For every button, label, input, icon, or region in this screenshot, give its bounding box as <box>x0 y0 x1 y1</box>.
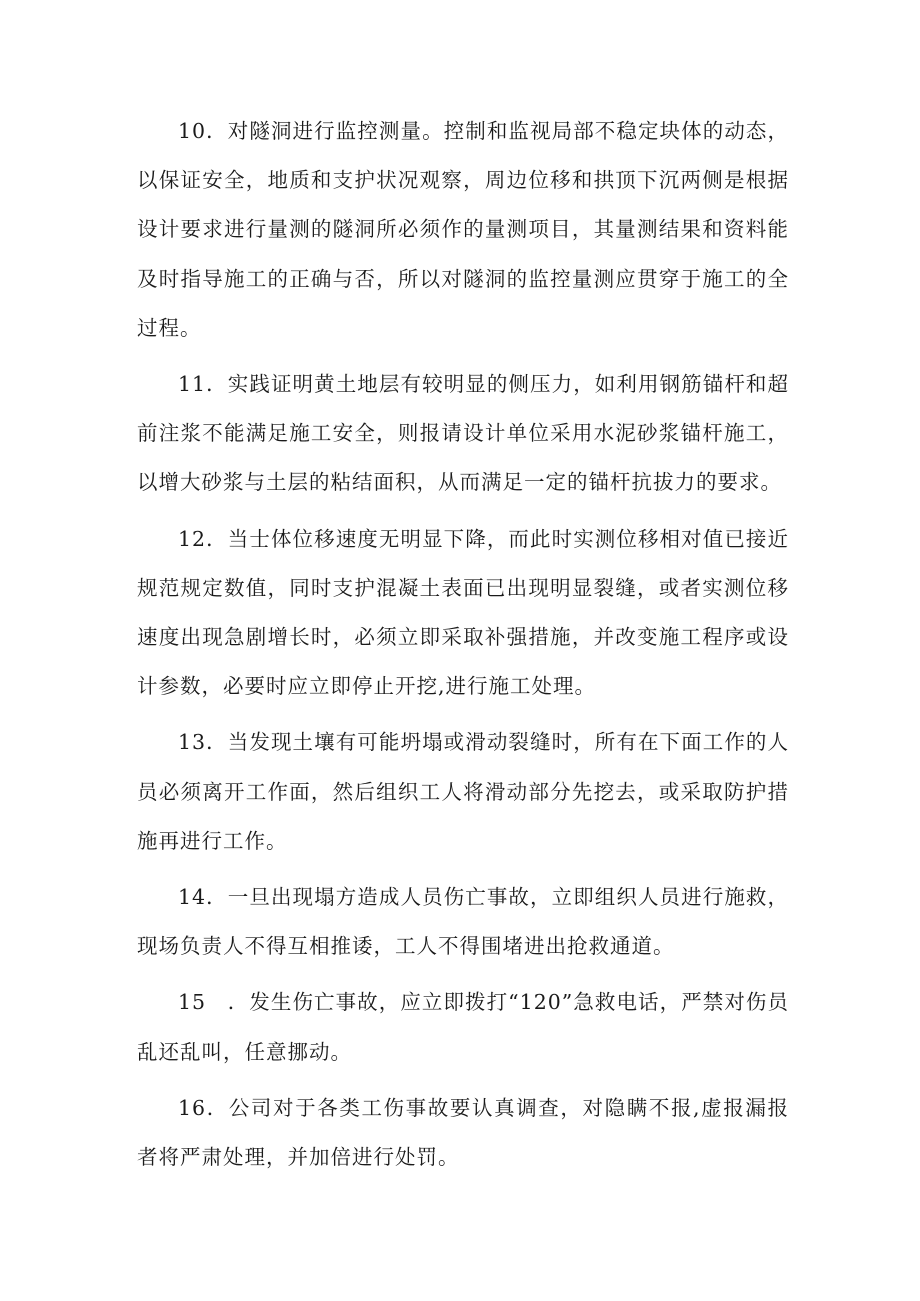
paragraph-number: 16 <box>178 1095 207 1120</box>
paragraph-12 <box>137 515 789 712</box>
paragraph-number: 10 <box>178 119 207 143</box>
paragraph-13 <box>137 718 789 866</box>
paragraph-text: ．当发现土壤有可能坍塌或滑动裂缝时，所有在下面工作的人员必须离开工作面，然后组织工人将滑动部分先挖去，或采取防护措施再进行工作。 <box>137 730 789 853</box>
paragraph-number: 15 <box>178 990 207 1015</box>
paragraph-10 <box>137 107 789 353</box>
paragraph-16 <box>137 1084 789 1182</box>
paragraph-number: 12 <box>178 526 207 551</box>
paragraph-number: 14 <box>178 885 207 910</box>
paragraph-text: ．一旦出现塌方造成人员伤亡事故，立即组织人员进行施救，现场负责人不得互相推诿，工人不得围堵进出抢救通道。 <box>137 885 789 959</box>
document-body <box>137 107 789 1189</box>
paragraph-text: ．对隧洞进行监控测量。控制和监视局部不稳定块体的动态，以保证安全，地质和支护状况观察，周边位移和拱顶下沉两侧是根据设计要求进行量测的隧洞所必须作的量测项目，其量测结果和资料能及时指导施工的正确与否，所以对隧洞的监控量测应贯穿于施工的全过程。 <box>137 119 789 340</box>
paragraph-text: ．当士体位移速度无明显下降，而此时实测位移相对值已接近规范规定数值，同时支护混凝土表面已出现明显裂缝，或者实测位移速度出现急剧增长时，必须立即采取补强措施，并改变施工程序或设计参数，必要时应立即停止开挖,进行施工处理。 <box>137 526 789 699</box>
paragraph-11 <box>137 360 789 508</box>
paragraph-number: 11 <box>178 372 207 397</box>
paragraph-text: ．发生伤亡事故，应立即拨打“120”急救电话，严禁对伤员乱还乱叫，任意挪动。 <box>137 990 789 1064</box>
paragraph-14 <box>137 873 789 971</box>
paragraph-15 <box>137 978 789 1076</box>
paragraph-text: ．实践证明黄土地层有较明显的侧压力，如利用钢筋锚杆和超前注浆不能满足施工安全，则报请设计单位采用水泥砂浆锚杆施工，以增大砂浆与土层的粘结面积，从而满足一定的锚杆抗拔力的要求。 <box>137 372 789 495</box>
paragraph-text: ．公司对于各类工伤事故要认真调查，对隐瞒不报,虚报漏报者将严肃处理，并加倍进行处罚。 <box>137 1095 789 1170</box>
paragraph-number: 13 <box>178 730 207 755</box>
